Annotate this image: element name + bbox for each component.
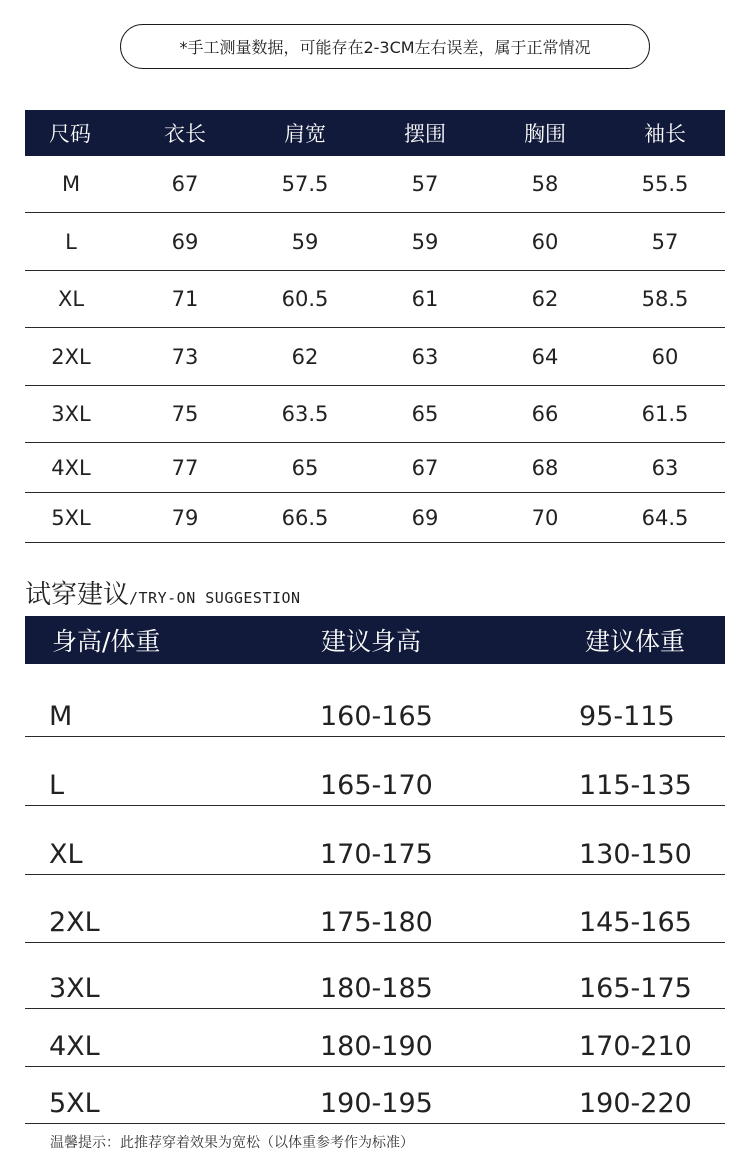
suggestion-header	[25, 616, 725, 664]
size-cell: 55.5	[641, 172, 689, 196]
suggestion-cell: 95-115	[579, 701, 675, 732]
header-chest: 胸围	[524, 122, 566, 146]
size-row	[25, 443, 725, 493]
size-cell: 62	[531, 287, 559, 311]
size-cell: 63	[411, 344, 439, 369]
size-row	[25, 213, 725, 271]
size-cell: 79	[171, 505, 199, 530]
size-row	[25, 386, 725, 443]
suggestion-cell: 165-175	[579, 973, 692, 1004]
size-cell: 70	[531, 505, 559, 530]
size-cell: 75	[171, 402, 199, 426]
size-cell: 58.5	[641, 287, 689, 311]
size-cell: 62	[291, 344, 319, 369]
size-cell: 59	[291, 229, 319, 254]
header-suggested-height: 建议身高	[321, 627, 422, 656]
suggestion-cell: 180-190	[320, 1031, 433, 1062]
footer-tip: 温馨提示：此推荐穿着效果为宽松（以体重参考作为标准）	[50, 1135, 414, 1151]
size-cell: 67	[171, 172, 199, 196]
measurement-note	[120, 24, 650, 69]
size-cell: 64	[531, 344, 559, 369]
size-cell: XL	[57, 287, 85, 311]
header-height-weight: 身高/体重	[52, 627, 161, 656]
suggestion-cell: 4XL	[49, 1031, 100, 1062]
suggestion-row	[25, 943, 725, 1009]
size-cell: 5XL	[51, 505, 91, 530]
suggestion-cell: 5XL	[49, 1088, 100, 1119]
size-cell: 61.5	[641, 402, 689, 426]
size-cell: 57	[651, 229, 679, 254]
size-cell: 57	[411, 172, 439, 196]
suggestion-cell: 130-150	[579, 839, 692, 870]
size-cell: 3XL	[51, 402, 91, 426]
size-cell: 73	[171, 344, 199, 369]
size-cell: 57.5	[281, 172, 329, 196]
suggestion-cell: 175-180	[320, 907, 433, 938]
header-shoulder: 肩宽	[284, 122, 326, 146]
size-row	[25, 328, 725, 386]
size-cell: 58	[531, 172, 559, 196]
measurement-note-text: *手工测量数据，可能存在2-3CM左右误差，属于正常情况	[179, 38, 591, 57]
size-row	[25, 156, 725, 213]
size-row	[25, 271, 725, 328]
suggestion-cell: 170-175	[320, 839, 433, 870]
suggestion-title-cn: 试穿建议	[25, 580, 130, 610]
suggestion-cell: 165-170	[320, 770, 433, 801]
header-length: 衣长	[164, 122, 206, 146]
size-cell: 2XL	[51, 344, 91, 369]
suggestion-cell: 115-135	[579, 770, 692, 801]
suggestion-row	[25, 664, 725, 737]
size-cell: 65	[291, 455, 319, 480]
size-cell: 67	[411, 455, 439, 480]
suggestion-cell: 160-165	[320, 701, 433, 732]
header-suggested-weight: 建议体重	[585, 627, 686, 656]
suggestion-cell: 145-165	[579, 907, 692, 938]
suggestion-cell: L	[49, 770, 65, 801]
suggestion-cell: 190-220	[579, 1088, 692, 1119]
size-cell: 63	[651, 455, 679, 480]
suggestion-table	[25, 616, 725, 1124]
size-cell: 71	[171, 287, 199, 311]
size-cell: 63.5	[281, 402, 329, 426]
size-chart-table	[25, 110, 725, 543]
size-cell: 66.5	[281, 505, 329, 530]
size-cell: 69	[411, 505, 439, 530]
suggestion-cell: 190-195	[320, 1088, 433, 1119]
size-cell: 60	[651, 344, 679, 369]
size-cell: 64.5	[641, 505, 689, 530]
suggestion-cell: 3XL	[49, 973, 100, 1004]
size-cell: 65	[411, 402, 439, 426]
size-cell: 69	[171, 229, 199, 254]
size-chart-header	[25, 110, 725, 156]
suggestion-cell: 2XL	[49, 907, 100, 938]
size-cell: 60.5	[281, 287, 329, 311]
size-cell: M	[61, 172, 81, 196]
suggestion-title-en: /TRY-ON SUGGESTION	[129, 589, 301, 607]
suggestion-cell: 180-185	[320, 973, 433, 1004]
size-cell: L	[65, 229, 77, 254]
size-row	[25, 493, 725, 543]
size-cell: 60	[531, 229, 559, 254]
size-cell: 4XL	[51, 455, 91, 480]
suggestion-row	[25, 1067, 725, 1124]
header-hem: 摆围	[404, 122, 446, 146]
size-cell: 77	[171, 455, 199, 480]
suggestion-cell: 170-210	[579, 1031, 692, 1062]
header-size: 尺码	[49, 122, 91, 146]
size-cell: 68	[531, 455, 559, 480]
suggestion-row	[25, 1009, 725, 1067]
size-cell: 66	[531, 402, 559, 426]
size-cell: 61	[411, 287, 439, 311]
header-sleeve: 袖长	[644, 122, 686, 146]
suggestion-row	[25, 737, 725, 806]
suggestion-title	[25, 574, 301, 611]
suggestion-cell: XL	[49, 839, 83, 870]
suggestion-row	[25, 806, 725, 875]
suggestion-row	[25, 875, 725, 943]
size-cell: 59	[411, 229, 439, 254]
suggestion-cell: M	[49, 701, 73, 732]
